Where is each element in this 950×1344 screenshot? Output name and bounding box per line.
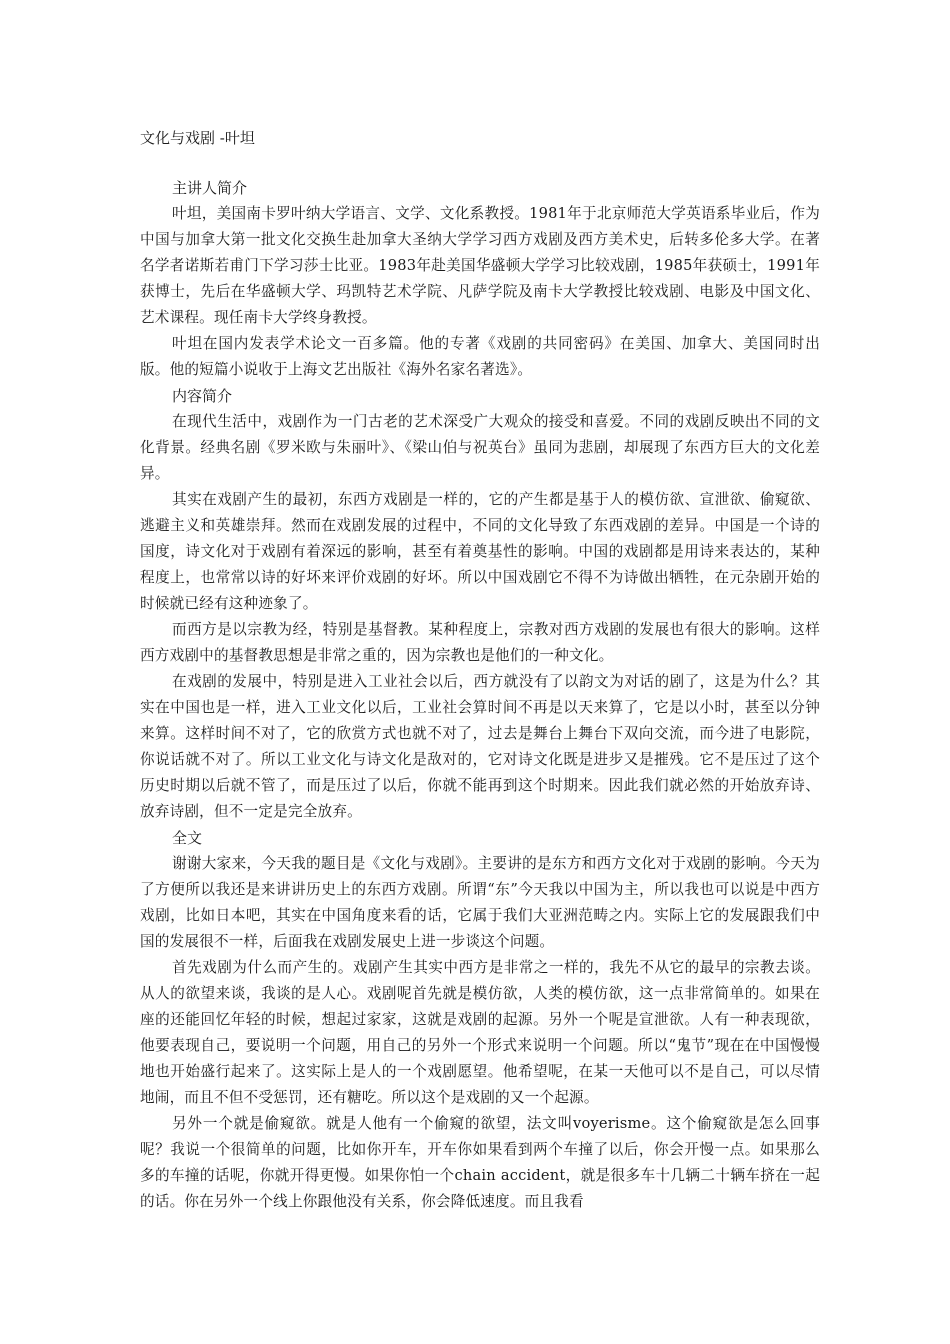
paragraph: 其实在戏剧产生的最初，东西方戏剧是一样的，它的产生都是基于人的模仿欲、宣泄欲、偷窥欲、逃避主义和英雄崇拜。然而在戏剧发展的过程中，不同的文化导致了东西戏剧的差异。中国是一个诗的国度，诗文化对于戏剧有着深远的影响，甚至有着奠基性的影响。中国的戏剧都是用诗来表达的，某种程度上，也常常以诗的好坏来评价戏剧的好坏。所以中国戏剧它不得不为诗做出牺牲，在元杂剧开始的时候就已经有这种迹象了。 <box>140 491 820 612</box>
section-heading-summary: 内容简介 <box>172 387 233 405</box>
section-heading-fulltext: 全文 <box>172 829 203 847</box>
paragraph: 而西方是以宗教为经，特别是基督教。某种程度上，宗教对西方戏剧的发展也有很大的影响。这样西方戏剧中的基督教思想是非常之重的，因为宗教也是他们的一种文化。 <box>140 621 820 664</box>
document-title: 文化与戏剧 -叶坦 <box>140 129 255 147</box>
paragraph: 另外一个就是偷窥欲。就是人他有一个偷窥的欲望，法文叫voyerisme。这个偷窥欲是怎么回事呢？我说一个很简单的问题，比如你开车，开车你如果看到两个车撞了以后，你会开慢一点。如果那么多的车撞的话呢，你就开得更慢。如果你怕一个chain accident，就是很多车十几辆二十辆车挤在一起的话。你在另外一个线上你跟他没有关系，你会降低速度。而且我看 <box>140 1115 820 1210</box>
paragraph: 谢谢大家来，今天我的题目是《文化与戏剧》。主要讲的是东方和西方文化对于戏剧的影响。今天为了方便所以我还是来讲讲历史上的东西方戏剧。所谓“东”今天我以中国为主，所以我也可以说是中西方戏剧，比如日本吧，其实在中国角度来看的话，它属于我们大亚洲范畴之内。实际上它的发展跟我们中国的发展很不一样，后面我在戏剧发展史上进一步谈这个问题。 <box>140 855 820 950</box>
section-heading-speaker: 主讲人简介 <box>172 179 248 197</box>
paragraph: 叶坦在国内发表学术论文一百多篇。他的专著《戏剧的共同密码》在美国、加拿大、美国同时出版。他的短篇小说收于上海文艺出版社《海外名家名著选》。 <box>140 335 820 378</box>
paragraph: 首先戏剧为什么而产生的。戏剧产生其实中西方是非常之一样的，我先不从它的最早的宗教去谈。从人的欲望来谈，我谈的是人心。戏剧呢首先就是模仿欲，人类的模仿欲，这一点非常简单的。如果在座的还能回忆年轻的时候，想起过家家，这就是戏剧的起源。另外一个呢是宣泄欲。人有一种表现欲，他要表现自己，要说明一个问题，用自己的另外一个形式来说明一个问题。所以“鬼节”现在在中国慢慢地也开始盛行起来了。这实际上是人的一个戏剧愿望。他希望呢，在某一天他可以不是自己，可以尽情地闹，而且不但不受惩罚，还有糖吃。所以这个是戏剧的又一个起源。 <box>140 959 820 1106</box>
paragraph: 叶坦，美国南卡罗叶纳大学语言、文学、文化系教授。1981年于北京师范大学英语系毕业后，作为中国与加拿大第一批文化交换生赴加拿大圣纳大学学习西方戏剧及西方美术史，后转多伦多大学。在著名学者诺斯若甫门下学习莎士比亚。1983年赴美国华盛顿大学学习比较戏剧，1985年获硕士，1991年获博士，先后在华盛顿大学、玛凯特艺术学院、凡萨学院及南卡大学教授比较戏剧、电影及中国文化、艺术课程。现任南卡大学终身教授。 <box>140 205 820 326</box>
paragraph: 在戏剧的发展中，特别是进入工业社会以后，西方就没有了以韵文为对话的剧了，这是为什么？其实在中国也是一样，进入工业文化以后，工业社会算时间不再是以天来算了，它是以小时，甚至以分钟来算。这样时间不对了，它的欣赏方式也就不对了，过去是舞台上舞台下双向交流，而今进了电影院，你说话就不对了。所以工业文化与诗文化是敌对的，它对诗文化既是进步又是摧残。它不是压过了这个历史时期以后就不管了，而是压过了以后，你就不能再到这个时期来。因此我们就必然的开始放弃诗、放弃诗剧，但不一定是完全放弃。 <box>140 673 820 820</box>
paragraph: 在现代生活中，戏剧作为一门古老的艺术深受广大观众的接受和喜爱。不同的戏剧反映出不同的文化背景。经典名剧《罗米欧与朱丽叶》、《梁山伯与祝英台》虽同为悲剧，却展现了东西方巨大的文化差异。 <box>140 413 820 482</box>
document-body <box>140 175 820 1215</box>
